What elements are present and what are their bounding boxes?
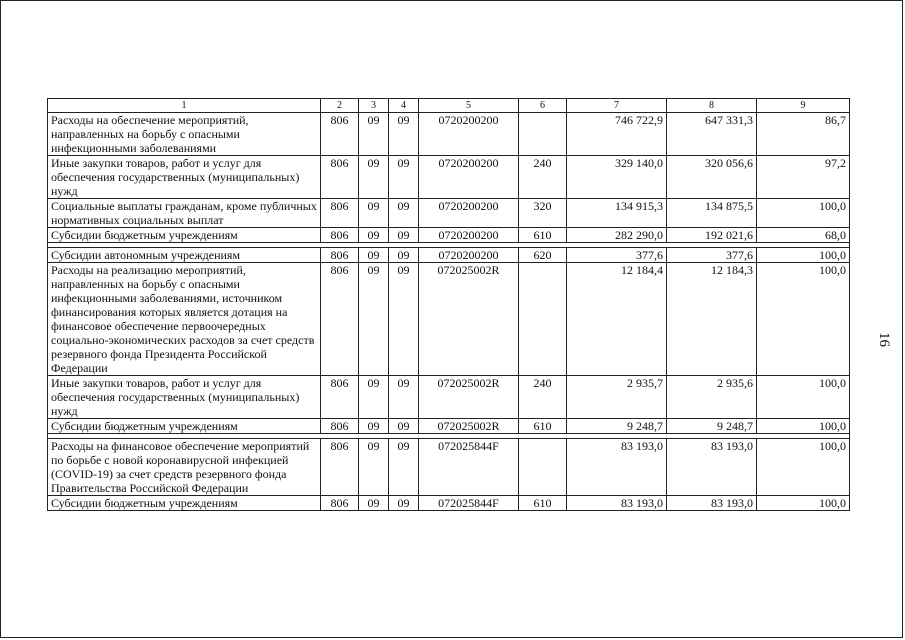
subsection-cell: 09 xyxy=(389,248,419,263)
section-cell: 09 xyxy=(359,263,389,376)
column-number: 1 xyxy=(48,99,321,113)
ministry-code-cell: 806 xyxy=(321,228,359,243)
subsection-cell: 09 xyxy=(389,263,419,376)
target-article-cell: 072025002R xyxy=(419,419,519,434)
target-article-cell: 072025002R xyxy=(419,376,519,419)
ministry-code-cell: 806 xyxy=(321,439,359,496)
budget-table xyxy=(47,98,850,511)
target-article-cell: 0720200200 xyxy=(419,199,519,228)
actual-amount-cell: 320 056,6 xyxy=(667,156,757,199)
ministry-code-cell: 806 xyxy=(321,199,359,228)
planned-amount-cell: 12 184,4 xyxy=(567,263,667,376)
planned-amount-cell: 83 193,0 xyxy=(567,496,667,511)
column-number: 5 xyxy=(419,99,519,113)
percent-cell: 100,0 xyxy=(757,263,850,376)
percent-cell: 100,0 xyxy=(757,419,850,434)
actual-amount-cell: 2 935,6 xyxy=(667,376,757,419)
expense-name-cell: Социальные выплаты гражданам, кроме публичных нормативных социальных выплат xyxy=(48,199,321,228)
expense-name-cell: Расходы на финансовое обеспечение мероприятий по борьбе с новой коронавирусной инфекцией (COVID-19) за счет средств резервного фонда Правительства Российской Федерации xyxy=(48,439,321,496)
table-row xyxy=(48,156,850,199)
section-cell: 09 xyxy=(359,199,389,228)
expense-name-cell: Субсидии бюджетным учреждениям xyxy=(48,419,321,434)
expense-name-cell: Субсидии бюджетным учреждениям xyxy=(48,228,321,243)
column-number: 3 xyxy=(359,99,389,113)
table-row xyxy=(48,439,850,496)
subsection-cell: 09 xyxy=(389,113,419,156)
expense-type-cell: 240 xyxy=(519,376,567,419)
percent-cell: 100,0 xyxy=(757,199,850,228)
table-row xyxy=(48,199,850,228)
actual-amount-cell: 83 193,0 xyxy=(667,439,757,496)
expense-type-cell: 610 xyxy=(519,419,567,434)
section-cell: 09 xyxy=(359,228,389,243)
target-article-cell: 072025844F xyxy=(419,439,519,496)
subsection-cell: 09 xyxy=(389,419,419,434)
target-article-cell: 0720200200 xyxy=(419,156,519,199)
actual-amount-cell: 647 331,3 xyxy=(667,113,757,156)
actual-amount-cell: 12 184,3 xyxy=(667,263,757,376)
ministry-code-cell: 806 xyxy=(321,248,359,263)
percent-cell: 97,2 xyxy=(757,156,850,199)
expense-name-cell: Расходы на реализацию мероприятий, направленных на борьбу с опасными инфекционными заболеваниями, источником финансирования которых является дотация на финансовое обеспечение первоочередных социально-экономических расходов за счет средств резервного фонда Президента Российской Федерации xyxy=(48,263,321,376)
ministry-code-cell: 806 xyxy=(321,376,359,419)
planned-amount-cell: 83 193,0 xyxy=(567,439,667,496)
column-number: 4 xyxy=(389,99,419,113)
column-number: 8 xyxy=(667,99,757,113)
table-row xyxy=(48,248,850,263)
target-article-cell: 072025002R xyxy=(419,263,519,376)
actual-amount-cell: 192 021,6 xyxy=(667,228,757,243)
target-article-cell: 0720200200 xyxy=(419,113,519,156)
expense-name-cell: Иные закупки товаров, работ и услуг для обеспечения государственных (муниципальных) нужд xyxy=(48,156,321,199)
target-article-cell: 072025844F xyxy=(419,496,519,511)
expense-name-cell: Субсидии автономным учреждениям xyxy=(48,248,321,263)
planned-amount-cell: 134 915,3 xyxy=(567,199,667,228)
percent-cell: 100,0 xyxy=(757,439,850,496)
actual-amount-cell: 83 193,0 xyxy=(667,496,757,511)
table-row xyxy=(48,228,850,243)
expense-type-cell: 610 xyxy=(519,496,567,511)
percent-cell: 86,7 xyxy=(757,113,850,156)
column-number: 6 xyxy=(519,99,567,113)
percent-cell: 100,0 xyxy=(757,376,850,419)
section-cell: 09 xyxy=(359,439,389,496)
percent-cell: 100,0 xyxy=(757,496,850,511)
section-cell: 09 xyxy=(359,248,389,263)
planned-amount-cell: 9 248,7 xyxy=(567,419,667,434)
ministry-code-cell: 806 xyxy=(321,419,359,434)
expense-type-cell xyxy=(519,263,567,376)
planned-amount-cell: 377,6 xyxy=(567,248,667,263)
ministry-code-cell: 806 xyxy=(321,263,359,376)
section-cell: 09 xyxy=(359,156,389,199)
subsection-cell: 09 xyxy=(389,496,419,511)
table-header-row xyxy=(48,99,850,113)
table-row xyxy=(48,496,850,511)
planned-amount-cell: 746 722,9 xyxy=(567,113,667,156)
section-cell: 09 xyxy=(359,419,389,434)
ministry-code-cell: 806 xyxy=(321,113,359,156)
actual-amount-cell: 9 248,7 xyxy=(667,419,757,434)
percent-cell: 100,0 xyxy=(757,248,850,263)
planned-amount-cell: 282 290,0 xyxy=(567,228,667,243)
page-number: 16 xyxy=(876,332,892,347)
table-row xyxy=(48,376,850,419)
section-cell: 09 xyxy=(359,376,389,419)
subsection-cell: 09 xyxy=(389,156,419,199)
expense-name-cell: Расходы на обеспечение мероприятий, направленных на борьбу с опасными инфекционными заболеваниями xyxy=(48,113,321,156)
table-row xyxy=(48,263,850,376)
expense-type-cell xyxy=(519,113,567,156)
subsection-cell: 09 xyxy=(389,439,419,496)
percent-cell: 68,0 xyxy=(757,228,850,243)
section-cell: 09 xyxy=(359,113,389,156)
expense-type-cell: 620 xyxy=(519,248,567,263)
column-number: 2 xyxy=(321,99,359,113)
expense-type-cell xyxy=(519,439,567,496)
expense-name-cell: Иные закупки товаров, работ и услуг для обеспечения государственных (муниципальных) нужд xyxy=(48,376,321,419)
subsection-cell: 09 xyxy=(389,376,419,419)
expense-type-cell: 240 xyxy=(519,156,567,199)
expense-name-cell: Субсидии бюджетным учреждениям xyxy=(48,496,321,511)
actual-amount-cell: 377,6 xyxy=(667,248,757,263)
expense-type-cell: 610 xyxy=(519,228,567,243)
planned-amount-cell: 2 935,7 xyxy=(567,376,667,419)
target-article-cell: 0720200200 xyxy=(419,248,519,263)
subsection-cell: 09 xyxy=(389,228,419,243)
column-number: 9 xyxy=(757,99,850,113)
section-cell: 09 xyxy=(359,496,389,511)
ministry-code-cell: 806 xyxy=(321,496,359,511)
planned-amount-cell: 329 140,0 xyxy=(567,156,667,199)
ministry-code-cell: 806 xyxy=(321,156,359,199)
subsection-cell: 09 xyxy=(389,199,419,228)
actual-amount-cell: 134 875,5 xyxy=(667,199,757,228)
table-row xyxy=(48,419,850,434)
column-number: 7 xyxy=(567,99,667,113)
target-article-cell: 0720200200 xyxy=(419,228,519,243)
table-row xyxy=(48,113,850,156)
expense-type-cell: 320 xyxy=(519,199,567,228)
